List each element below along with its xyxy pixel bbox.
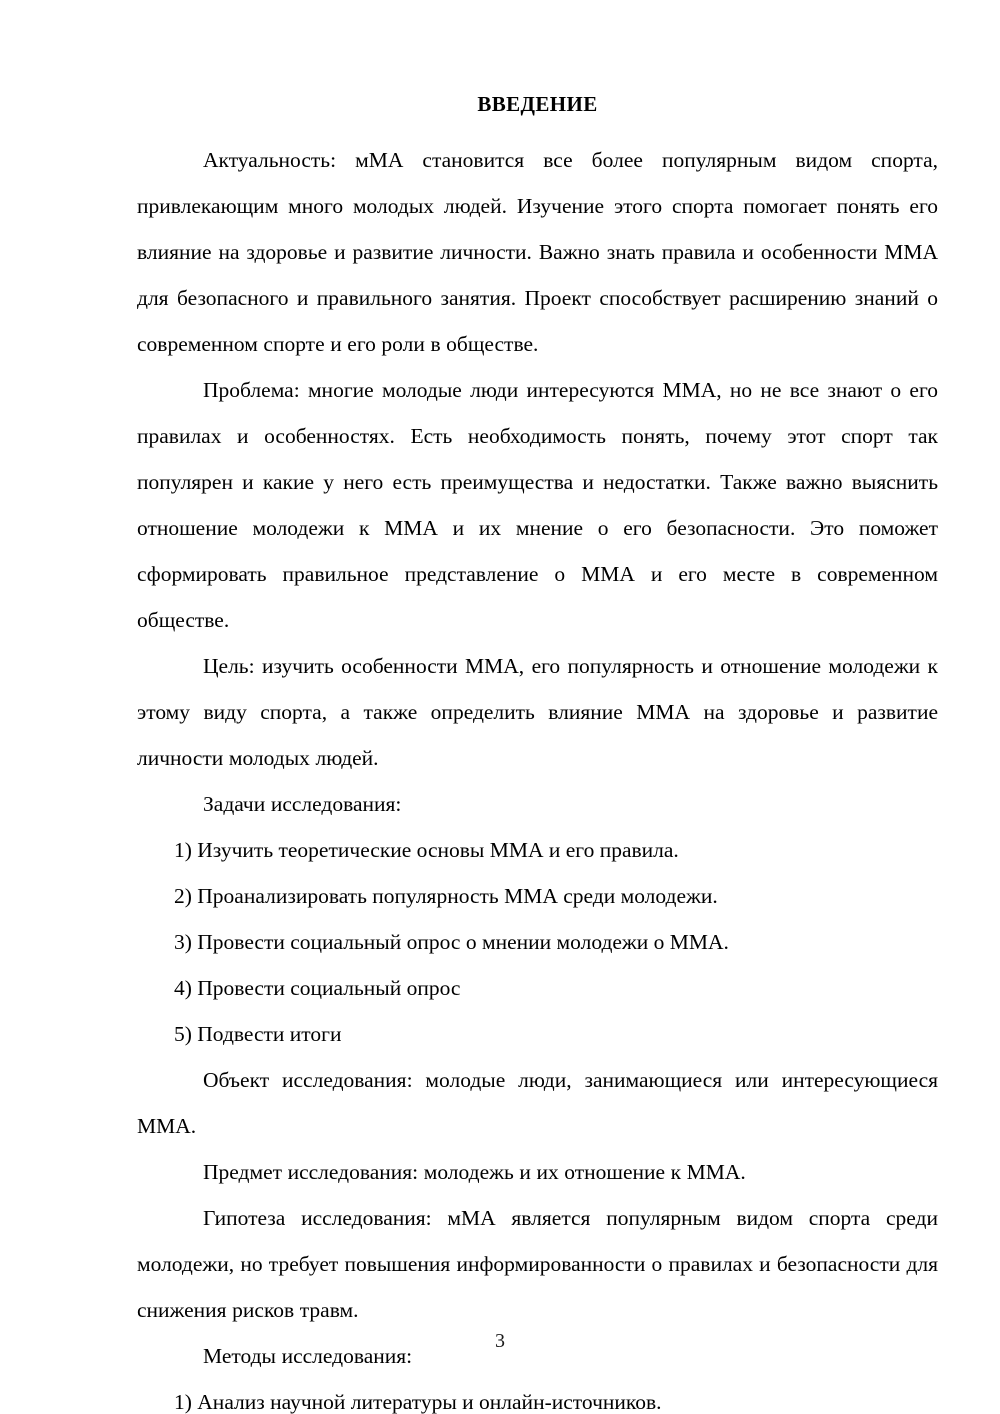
page-title: ВВЕДЕНИЕ <box>477 92 598 116</box>
paragraph-problem: Проблема: многие молодые люди интересуются ММА, но не все знают о его правилах и особенностях. Есть необходимость понять, почему этот спорт так популярен и какие у него есть преимущества и недостатки. Также важно выяснить отношение молодежи к ММА и их мнение о его безопасности. Это поможет сформировать правильное представление о ММА и его месте в современном обществе. <box>137 378 938 633</box>
document-body <box>137 92 938 1414</box>
paragraph-relevance: Актуальность: мМА становится все более популярным видом спорта, привлекающим много молодых людей. Изучение этого спорта помогает понять его влияние на здоровье и развитие личности. Важно знать правила и особенности ММА для безопасного и правильного занятия. Проект способствует расширению знаний о современном спорте и его роли в обществе. <box>137 148 938 357</box>
paragraph-hypothesis: Гипотеза исследования: мМА является популярным видом спорта среди молодежи, но требует повышения информированности о правилах и безопасности для снижения рисков травм. <box>137 1206 938 1323</box>
paragraph-subject: Предмет исследования: молодежь и их отношение к ММА. <box>203 1160 746 1185</box>
list-item-task-3: 3) Провести социальный опрос о мнении молодежи о ММА. <box>174 930 729 955</box>
heading-methods: Методы исследования: <box>203 1344 413 1369</box>
list-item-task-1: 1) Изучить теоретические основы ММА и его правила. <box>174 838 679 863</box>
list-item-task-2: 2) Проанализировать популярность ММА среди молодежи. <box>174 884 718 909</box>
list-item-method-1: 1) Анализ научной литературы и онлайн-источников. <box>174 1390 662 1414</box>
page-number: 3 <box>495 1330 505 1352</box>
list-item-task-5: 5) Подвести итоги <box>174 1022 342 1047</box>
list-item-task-4: 4) Провести социальный опрос <box>174 976 461 1001</box>
paragraph-object: Объект исследования: молодые люди, занимающиеся или интересующиеся ММА. <box>137 1068 938 1139</box>
paragraph-goal: Цель: изучить особенности ММА, его популярность и отношение молодежи к этому виду спорта, а также определить влияние ММА на здоровье и развитие личности молодых людей. <box>137 654 938 771</box>
heading-tasks: Задачи исследования: <box>203 792 402 817</box>
